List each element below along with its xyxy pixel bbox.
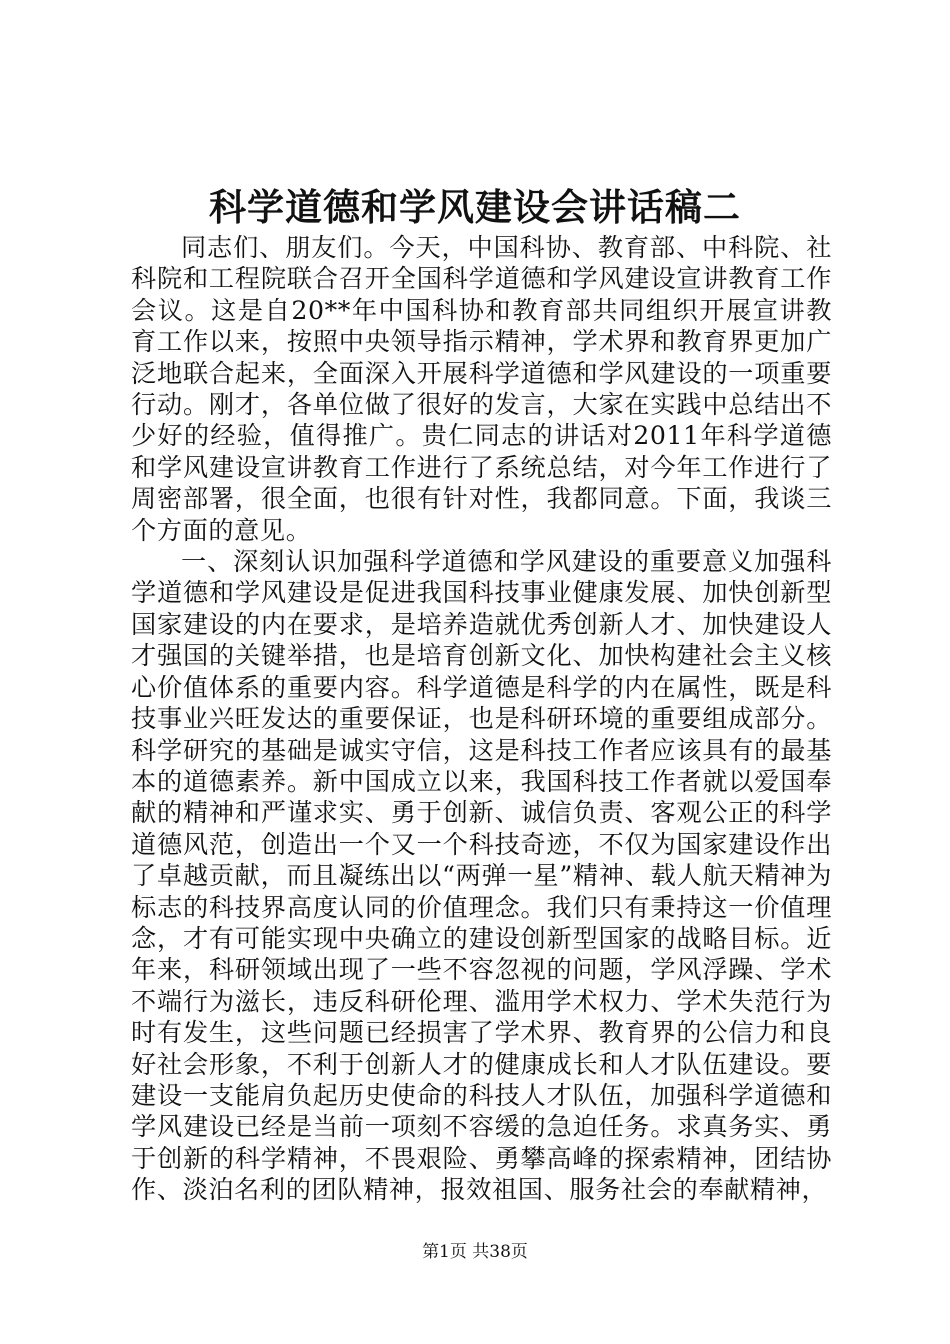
page-footer: 第1页 共38页 <box>422 1242 528 1262</box>
paragraph-section-one: 一、深刻认识加强科学道德和学风建设的重要意义加强科学道德和学风建设是促进我国科技事业健康发展、加快创新型国家建设的内在要求，是培养造就优秀创新人才、加快建设人才强国的关键举措，也是培育创新文化、加快构建社会主义核心价值体系的重要内容。科学道德是科学的内在属性，既是科技事业兴旺发达的重要保证，也是科研环境的重要组成部分。科学研究的基础是诚实守信，这是科技工作者应该具有的最基本的道德素养。新中国成立以来，我国科技工作者就以爱国奉献的精神和严谨求实、勇于创新、诚信负责、客观公正的科学道德风范，创造出一个又一个科技奇迹，不仅为国家建设作出了卓越贡献，而且凝练出以“两弹一星”精神、载人航天精神为标志的科技界高度认同的价值理念。我们只有秉持这一价值理念，才有可能实现中央确立的建设创新型国家的战略目标。近年来，科研领域出现了一些不容忽视的问题，学风浮躁、学术不端行为滋长，违反科研伦理、滥用学术权力、学术失范行为时有发生，这些问题已经损害了学术界、教育界的公信力和良好社会形象，不利于创新人才的健康成长和人才队伍建设。要建设一支能肩负起历史使命的科技人才队伍，加强科学道德和学风建设已经是当前一项刻不容缓的急迫任务。求真务实、勇于创新的科学精神，不畏艰险、勇攀高峰的探索精神，团结协作、淡泊名利的团队精神，报效祖国、服务社会的奉献精神， <box>131 547 832 1205</box>
document-body <box>131 232 832 1206</box>
document-title: 科学道德和学风建设会讲话稿二 <box>209 185 741 229</box>
paragraph-intro: 同志们、朋友们。今天，中国科协、教育部、中科院、社科院和工程院联合召开全国科学道德和学风建设宣讲教育工作会议。这是自20**年中国科协和教育部共同组织开展宣讲教育工作以来，按照中央领导指示精神，学术界和教育界更加广泛地联合起来，全面深入开展科学道德和学风建设的一项重要行动。刚才，各单位做了很好的发言，大家在实践中总结出不少好的经验，值得推广。贵仁同志的讲话对2011年科学道德和学风建设宣讲教育工作进行了系统总结，对今年工作进行了周密部署，很全面，也很有针对性，我都同意。下面，我谈三个方面的意见。 <box>131 233 832 545</box>
